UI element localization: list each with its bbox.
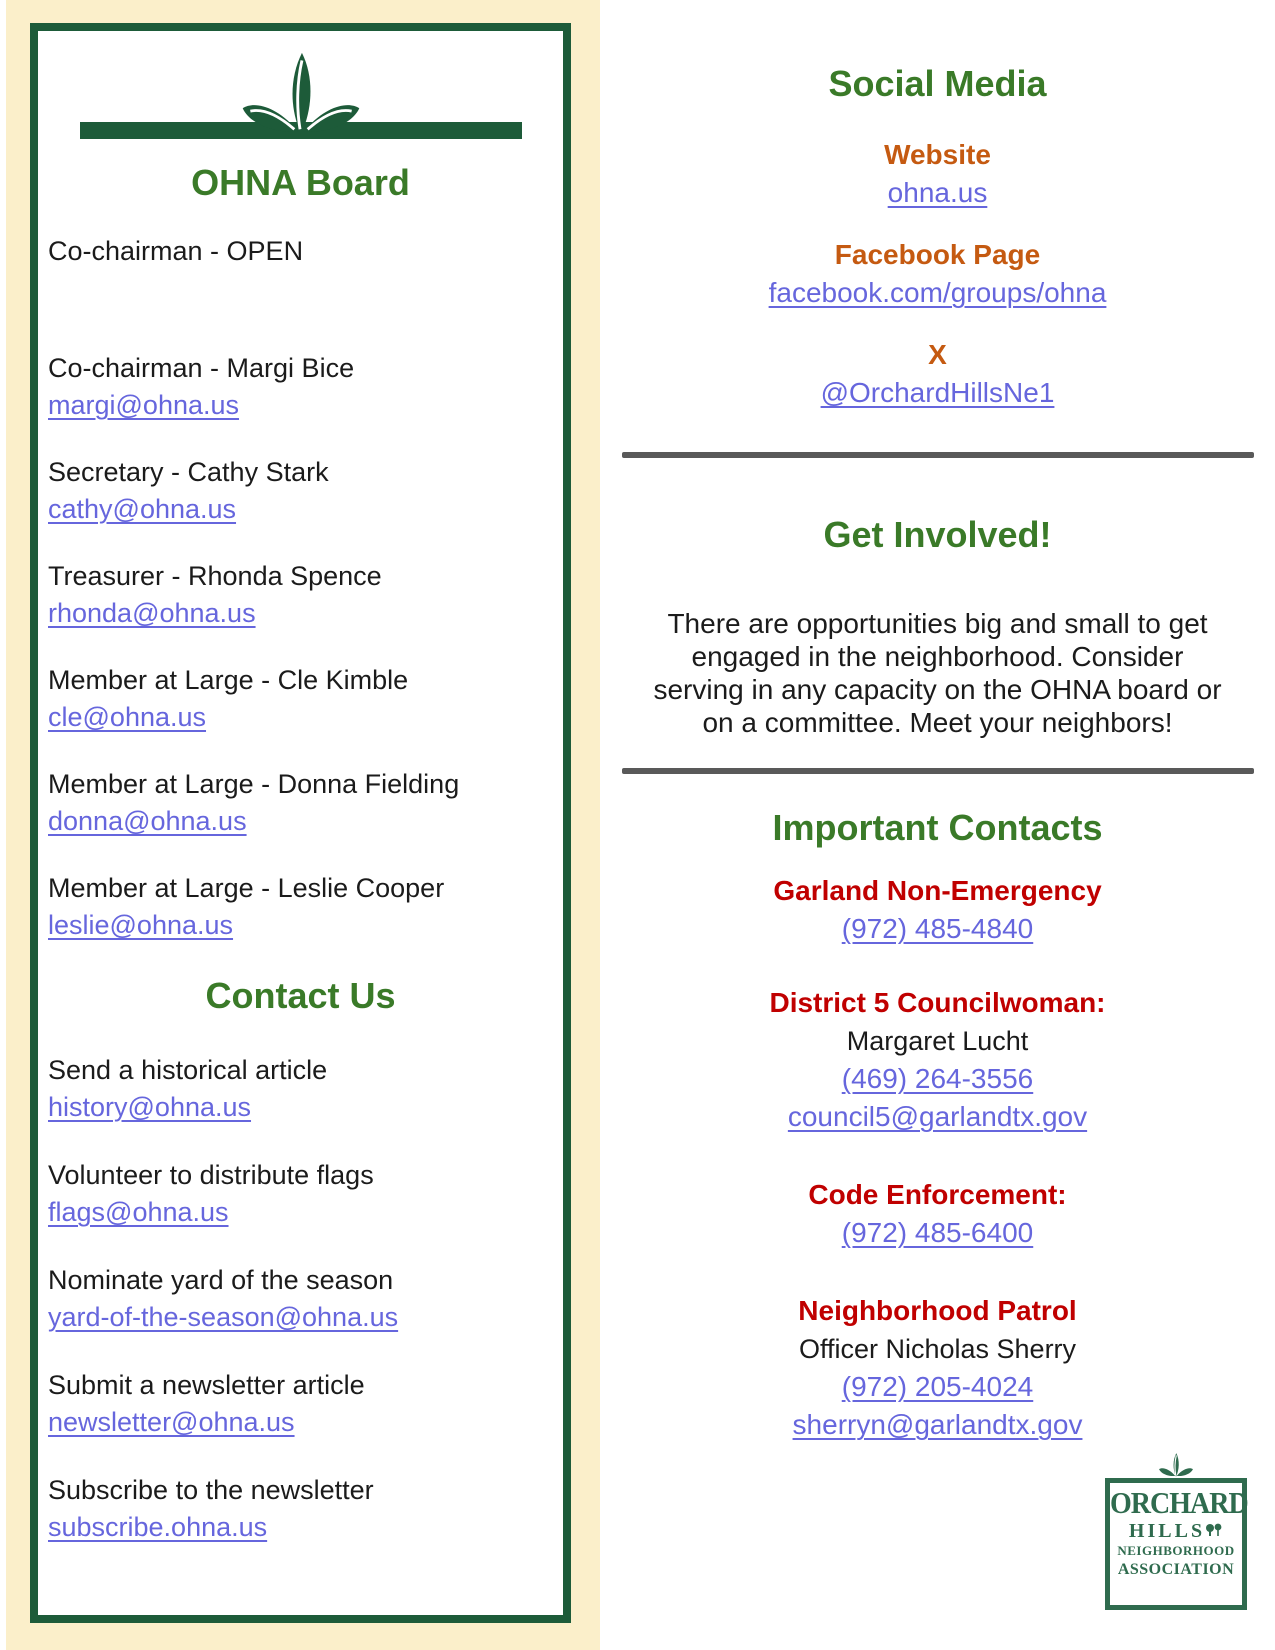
contact-email-link[interactable]: council5@garlandtx.gov (787, 1101, 1088, 1132)
logo-text-association: ASSOCIATION (1117, 1561, 1235, 1578)
board-member-role: Co-chairman - OPEN (48, 236, 304, 266)
x-handle-link[interactable]: @OrchardHillsNe1 (820, 377, 1055, 408)
contact-phone-link[interactable]: (469) 264-3556 (841, 1063, 1034, 1094)
contact-item (48, 1367, 563, 1441)
facebook-label: Facebook Page (834, 239, 1041, 270)
contact-item-label: Send a historical article (48, 1055, 328, 1085)
contact-item (48, 1052, 563, 1126)
board-member (48, 662, 563, 736)
leaf-icon (238, 49, 364, 135)
get-involved-text: There are opportunities big and small to get engaged in the neighborhood. Consider serving in any capacity on the OHNA board or on a committee. Meet your neighbors! (653, 608, 1222, 738)
social-entry (600, 236, 1275, 312)
contact-item (48, 1472, 563, 1546)
important-contact-group (600, 872, 1275, 948)
board-member-email-link[interactable]: cathy@ohna.us (48, 494, 237, 524)
logo-text-orchard: ORCHARD (1110, 1486, 1248, 1521)
logo-frame (1105, 1478, 1247, 1610)
board-member-email-link[interactable]: rhonda@ohna.us (48, 598, 256, 628)
contact-item-link[interactable]: flags@ohna.us (48, 1197, 229, 1227)
contact-item-link[interactable]: subscribe.ohna.us (48, 1512, 268, 1542)
board-member (48, 558, 563, 632)
board-member (48, 233, 563, 270)
contact-item-link[interactable]: yard-of-the-season@ohna.us (48, 1302, 399, 1332)
contact-group-heading: Neighborhood Patrol (798, 1295, 1077, 1326)
logo-leaf-icon (1153, 1452, 1199, 1477)
board-member (48, 870, 563, 944)
x-label: X (928, 339, 947, 370)
board-member (48, 454, 563, 528)
contact-item-link[interactable]: newsletter@ohna.us (48, 1407, 295, 1437)
board-member-email-link[interactable]: cle@ohna.us (48, 702, 207, 732)
board-member-list (38, 233, 563, 944)
important-contact-group (600, 1292, 1275, 1444)
contact-item-label: Volunteer to distribute flags (48, 1160, 374, 1190)
contact-phone-link[interactable]: (972) 205-4024 (841, 1371, 1034, 1402)
board-member-email-link[interactable]: donna@ohna.us (48, 806, 247, 836)
important-contact-group (600, 984, 1275, 1136)
social-entry (600, 336, 1275, 412)
social-entry (600, 136, 1275, 212)
section-divider (622, 768, 1254, 774)
board-panel (30, 23, 571, 1623)
social-media-title: Social Media (828, 63, 1047, 104)
contact-us-title: Contact Us (205, 975, 396, 1016)
right-column (600, 0, 1275, 1650)
section-divider (622, 452, 1254, 458)
logo-text-neighborhood: NEIGHBORHOOD (1117, 1543, 1235, 1558)
contact-group-heading: Code Enforcement: (808, 1179, 1067, 1210)
board-member (48, 766, 563, 840)
contact-person-name: Officer Nicholas Sherry (798, 1334, 1077, 1364)
board-member-role: Treasurer - Rhonda Spence (48, 561, 382, 591)
contact-email-link[interactable]: sherryn@garlandtx.gov (792, 1409, 1083, 1440)
important-contacts-title: Important Contacts (772, 807, 1103, 848)
contact-person-name: Margaret Lucht (846, 1026, 1029, 1056)
contact-item-label: Subscribe to the newsletter (48, 1475, 374, 1505)
leaf-banner (38, 61, 563, 139)
ohna-logo (1103, 1452, 1249, 1610)
board-member-role: Co-chairman - Margi Bice (48, 353, 355, 383)
board-member-role: Member at Large - Donna Fielding (48, 769, 460, 799)
contact-item (48, 1262, 563, 1336)
board-member-role: Member at Large - Cle Kimble (48, 665, 409, 695)
board-member-role: Secretary - Cathy Stark (48, 457, 329, 487)
board-member-email-link[interactable]: margi@ohna.us (48, 390, 240, 420)
important-contact-group (600, 1176, 1275, 1252)
board-member-role: Member at Large - Leslie Cooper (48, 873, 445, 903)
get-involved-title: Get Involved! (823, 514, 1052, 555)
logo-trees-icon (1205, 1523, 1223, 1537)
contact-list (38, 1052, 563, 1546)
contact-item (48, 1157, 563, 1231)
website-label: Website (884, 139, 991, 170)
logo-text-hills: HILLS (1110, 1519, 1242, 1543)
board-title: OHNA Board (191, 162, 410, 203)
contact-item-label: Nominate yard of the season (48, 1265, 394, 1295)
facebook-link[interactable]: facebook.com/groups/ohna (768, 277, 1107, 308)
contact-group-heading: District 5 Councilwoman: (769, 987, 1106, 1018)
contact-phone-link[interactable]: (972) 485-6400 (841, 1217, 1034, 1248)
board-member (48, 350, 563, 424)
board-member-email-link[interactable]: leslie@ohna.us (48, 910, 234, 940)
website-link[interactable]: ohna.us (887, 177, 988, 208)
contact-group-heading: Garland Non-Emergency (773, 875, 1102, 906)
contact-phone-link[interactable]: (972) 485-4840 (841, 913, 1034, 944)
contact-item-label: Submit a newsletter article (48, 1370, 365, 1400)
contact-item-link[interactable]: history@ohna.us (48, 1092, 252, 1122)
